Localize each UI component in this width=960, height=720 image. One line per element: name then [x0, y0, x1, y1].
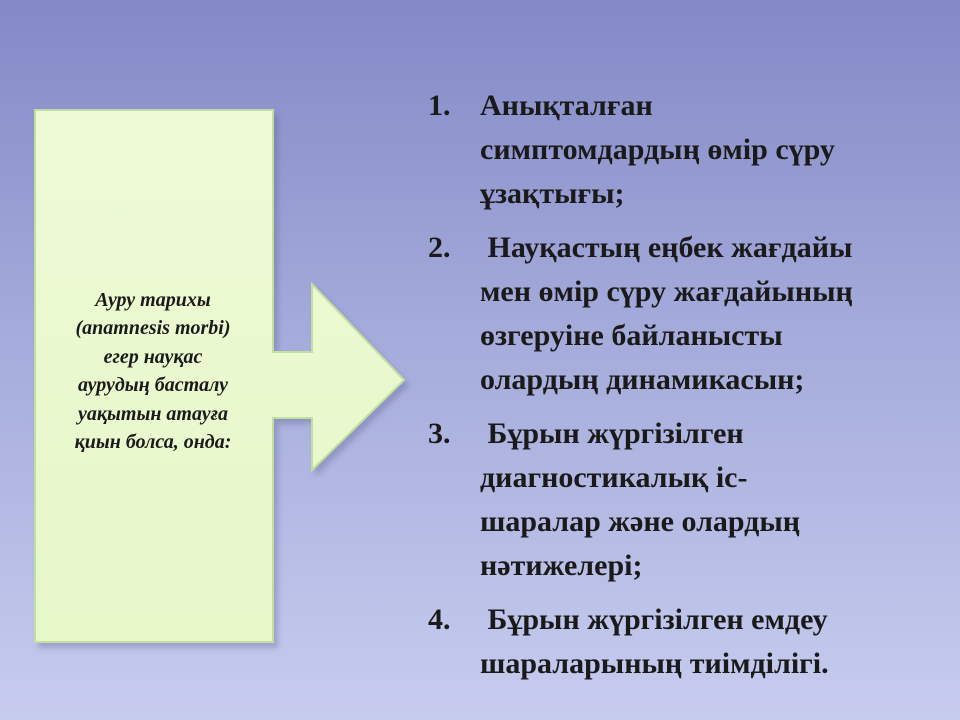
- list-item-line: шараларының тиімділігі.: [480, 647, 829, 680]
- callout-line: Ауру тарихы: [95, 289, 211, 311]
- callout-line: (anamnesis morbi): [75, 317, 231, 340]
- list-item-line: симптомдардың өмір сүру: [480, 133, 835, 166]
- list-item-line: Бұрын жүргізілген: [480, 417, 744, 450]
- numbered-list: [428, 84, 948, 696]
- list-item-line: Бұрын жүргізілген емдеу: [480, 603, 828, 636]
- list-number: 1.: [428, 89, 451, 122]
- list-item-line: Анықталған: [480, 89, 653, 122]
- list-item-line: ұзақтығы;: [480, 177, 625, 210]
- callout-line: аурудың басталу: [77, 374, 229, 397]
- list-number: 4.: [428, 603, 451, 636]
- list-item: [428, 226, 948, 402]
- list-item: [428, 84, 948, 216]
- callout-line: уақытын атауға: [78, 402, 228, 425]
- list-item-line: өзгеруіне байланысты: [480, 319, 783, 352]
- list-item-line: мен өмір сүру жағдайының: [480, 275, 853, 308]
- list-item-line: диагностикалық іс-: [480, 461, 748, 494]
- callout-text: [40, 286, 266, 456]
- list-number: 2.: [428, 231, 451, 264]
- list-item: [428, 598, 948, 686]
- callout-line: егер науқас: [103, 345, 203, 368]
- list-number: 3.: [428, 417, 451, 450]
- list-item-line: шаралар және олардың: [480, 505, 801, 538]
- list-item-line: Науқастың еңбек жағдайы: [480, 231, 853, 264]
- list-item-line: олардың динамикасын;: [480, 363, 805, 396]
- list-item-line: нәтижелері;: [480, 549, 643, 582]
- list-item: [428, 412, 948, 588]
- callout-line: қиын болса, онда:: [74, 430, 232, 453]
